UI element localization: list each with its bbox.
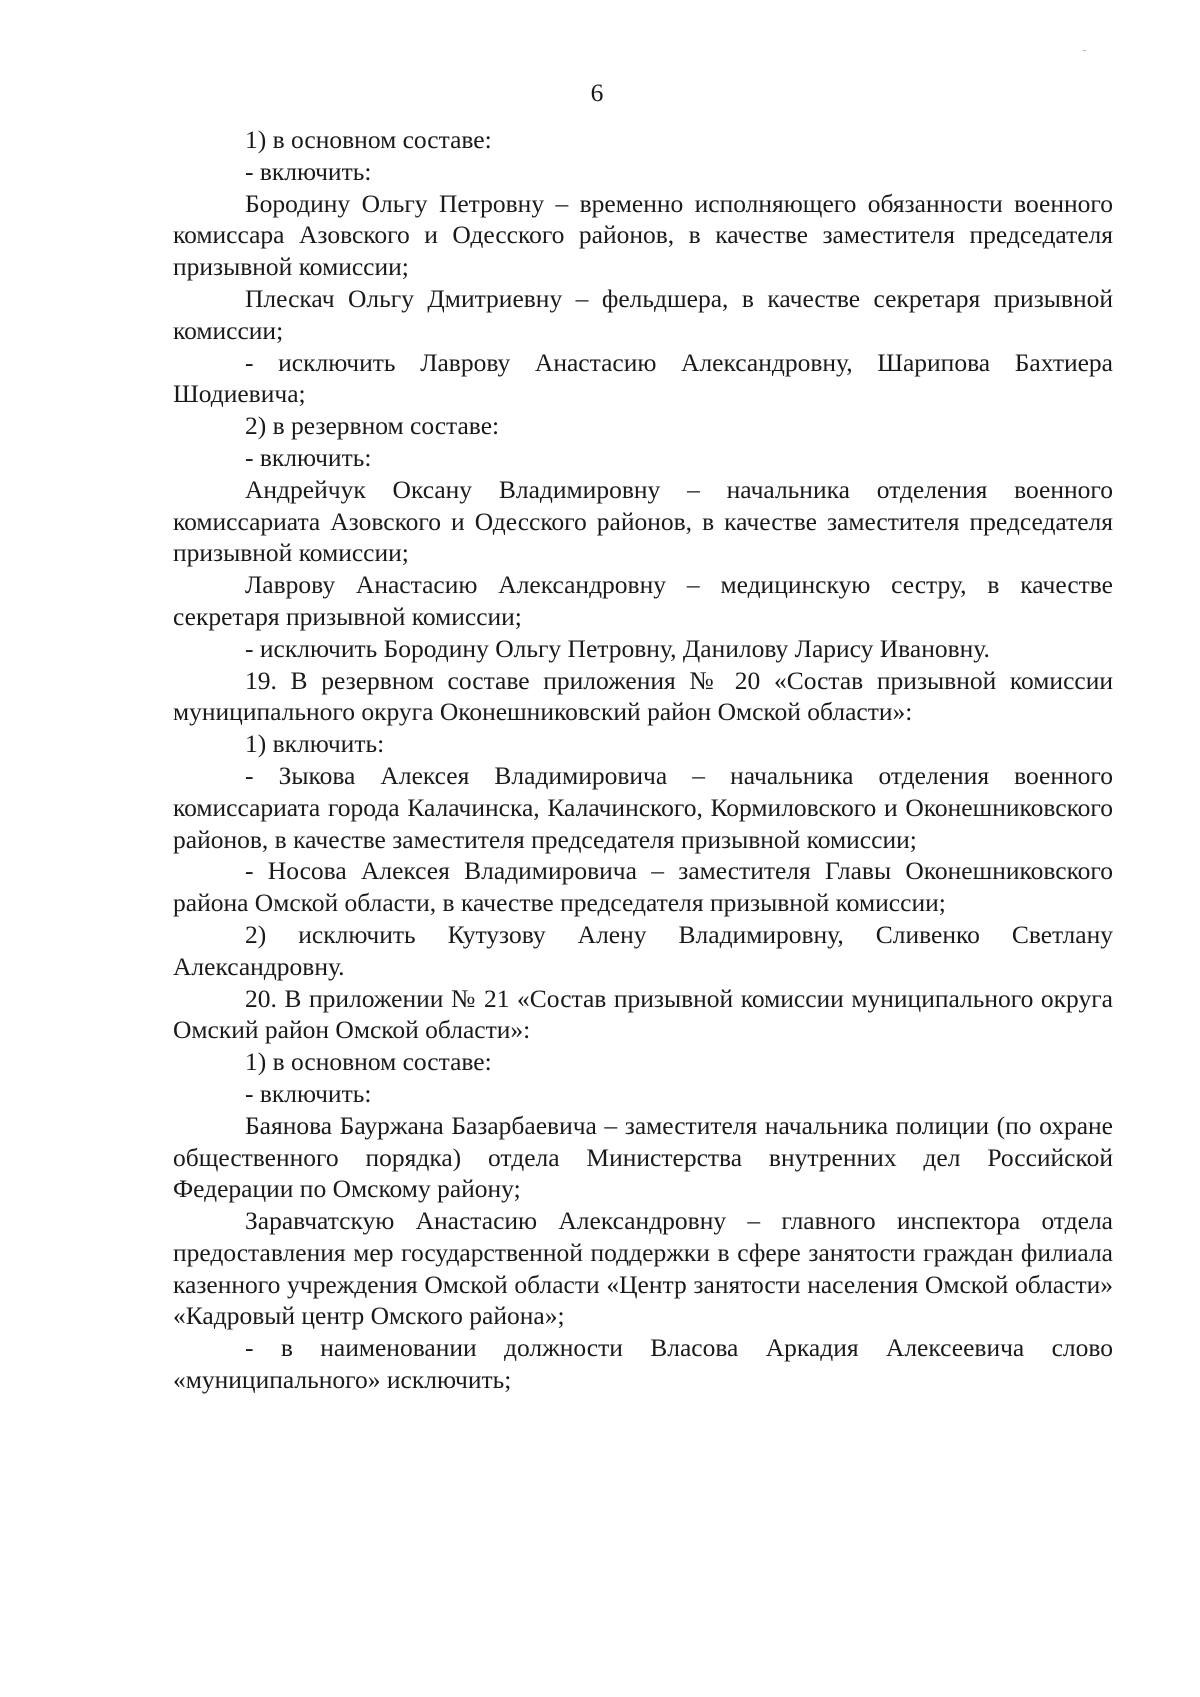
exclude-entry: - исключить Лаврову Анастасию Александровну, Шарипова Бахтиера Шодиевича; [173, 347, 1113, 409]
member-entry: Лаврову Анастасию Александровну – медицинскую сестру, в качестве секретаря призывной комиссии; [173, 570, 1113, 631]
section-19: 19. В резервном составе приложения № 20 «Состав призывной комиссии муниципального округа Оконешниковский район Омской области»: [173, 665, 1113, 727]
member-entry: - Зыкова Алексея Владимировича – начальника отделения военного комиссариата города Калачинска, Калачинского, Кормиловского и Оконешниковского районов, в качестве заместителя председателя призывной комиссии; [173, 760, 1113, 854]
member-entry: Баянова Бауржана Базарбаевича – заместителя начальника полиции (по охране общественного порядка) отдела Министерства внутренних дел Российской Федерации по Омскому району; [173, 1110, 1113, 1204]
member-entry: Заравчатскую Анастасию Александровну – главного инспектора отдела предоставления мер государственной поддержки в сфере занятости граждан филиала казенного учреждения Омской области «Центр занятости населения Омской области» «Кадровый центр Омского района»; [173, 1206, 1113, 1331]
include-label: - включить: [245, 1078, 372, 1108]
list-item-main-composition: 1) в основном составе: [245, 125, 492, 154]
list-item-reserve-composition: 2) в резервном составе: [245, 411, 500, 441]
page-number: 6 [590, 78, 604, 107]
list-item-main-composition: 1) в основном составе: [245, 1047, 492, 1077]
exclude-entry: - исключить Бородину Ольгу Петровну, Данилову Ларису Ивановну. [245, 633, 990, 663]
document-body [173, 124, 1113, 1396]
member-entry: - Носова Алексея Владимировича – заместителя Главы Оконешниковского района Омской области, в качестве председателя призывной комиссии; [173, 856, 1113, 918]
section-20: 20. В приложении № 21 «Состав призывной комиссии муниципального округа Омский район Омской области»: [173, 983, 1113, 1045]
scan-speck [1083, 50, 1086, 51]
position-amendment-entry: - в наименовании должности Власова Аркадия Алексеевича слово «муниципального» исключить; [173, 1333, 1113, 1395]
exclude-entry: 2) исключить Кутузову Алену Владимировну, Сливенко Светлану Александровну. [173, 919, 1113, 981]
include-label: - включить: [245, 442, 372, 472]
include-label: 1) включить: [245, 729, 385, 759]
member-entry: Плескач Ольгу Дмитриевну – фельдшера, в качестве секретаря призывной комиссии; [173, 283, 1113, 345]
member-entry: Андрейчук Оксану Владимировну – начальника отделения военного комиссариата Азовского и Одесского районов, в качестве заместителя председателя призывной комиссии; [173, 474, 1113, 568]
include-label: - включить: [245, 156, 372, 186]
member-entry: Бородину Ольгу Петровну – временно исполняющего обязанности военного комиссара Азовского и Одесского районов, в качестве заместителя председателя призывной комиссии; [173, 188, 1113, 282]
